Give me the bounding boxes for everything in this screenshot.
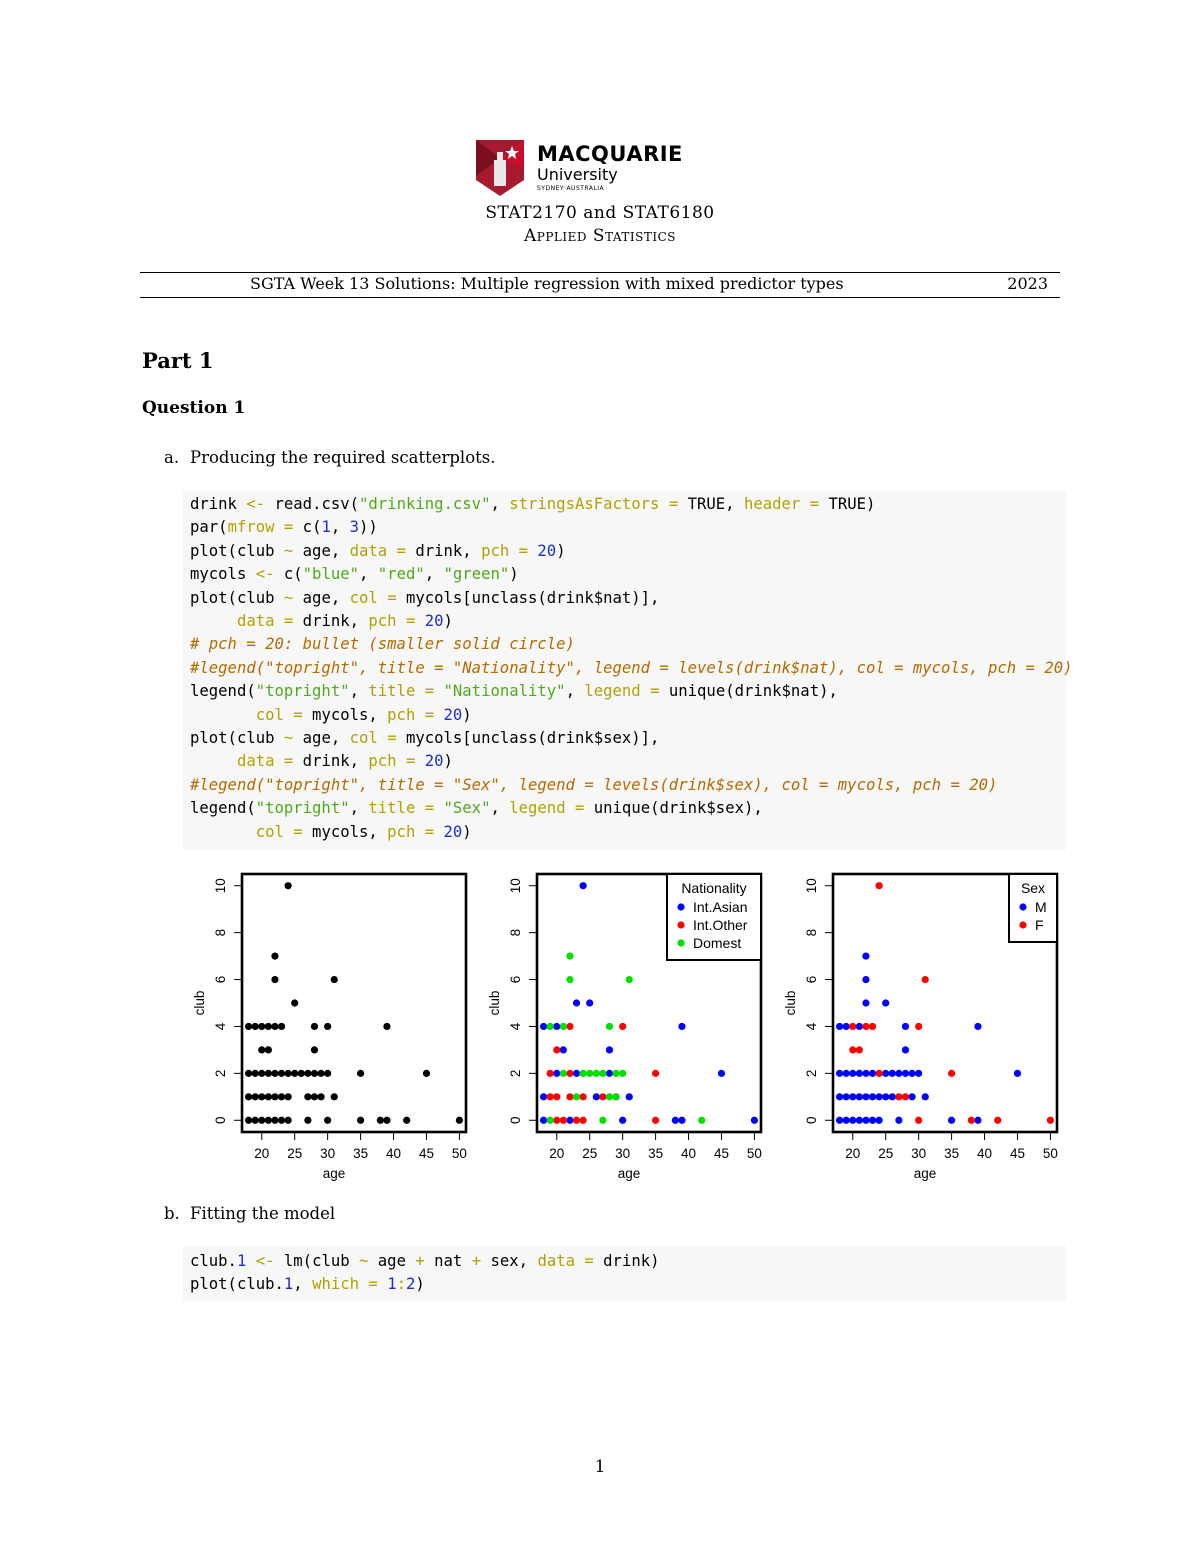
x-tick-label: 25 [582, 1146, 598, 1161]
code-line: club.1 <- lm(club ~ age + nat + sex, data = drink) [190, 1252, 660, 1270]
question-heading: Question 1 [142, 398, 246, 418]
legend-swatch [677, 903, 684, 910]
data-point [836, 1023, 843, 1030]
x-tick-label: 20 [549, 1146, 565, 1161]
data-point [718, 1070, 725, 1077]
data-point [876, 1117, 883, 1124]
data-point [547, 1023, 554, 1030]
code-line: par(mfrow = c(1, 3)) [190, 518, 378, 537]
code-listing-1 [183, 490, 1073, 844]
code-line: mycols <- c("blue", "red", "green") [190, 565, 519, 584]
data-point [285, 1093, 292, 1100]
x-tick-label: 45 [418, 1146, 434, 1161]
x-tick-label: 50 [451, 1146, 467, 1161]
data-point [304, 1093, 311, 1100]
y-tick-label: 6 [508, 975, 523, 984]
scatterplot-3 [771, 866, 1061, 1186]
data-point [560, 1023, 567, 1030]
data-point [836, 1070, 843, 1077]
legend-entry: M [1035, 899, 1047, 915]
data-point [1014, 1070, 1021, 1077]
data-point [383, 1117, 390, 1124]
logo-wordmark: MACQUARIE [537, 142, 683, 166]
y-tick-label: 0 [804, 1116, 819, 1125]
data-point [599, 1070, 606, 1077]
data-point [862, 976, 869, 983]
data-point [902, 1046, 909, 1053]
data-point [862, 1023, 869, 1030]
data-point [876, 1093, 883, 1100]
legend-swatch [1019, 903, 1026, 910]
data-point [862, 999, 869, 1006]
data-point [291, 1070, 298, 1077]
header-rule-bottom [140, 297, 1060, 298]
data-point [849, 1093, 856, 1100]
data-point [902, 1093, 909, 1100]
data-point [265, 1046, 272, 1053]
data-point [948, 1117, 955, 1124]
y-axis-label: club [487, 990, 502, 1016]
macquarie-university-logo [476, 140, 683, 196]
data-point [311, 1046, 318, 1053]
x-tick-label: 35 [944, 1146, 960, 1161]
data-point [606, 1046, 613, 1053]
data-point [869, 1117, 876, 1124]
data-point [974, 1117, 981, 1124]
x-tick-label: 40 [386, 1146, 402, 1161]
data-point [586, 999, 593, 1006]
data-point [968, 1117, 975, 1124]
data-point [1047, 1117, 1054, 1124]
data-point [922, 976, 929, 983]
data-point [876, 882, 883, 889]
data-point [751, 1117, 758, 1124]
data-point [278, 1117, 285, 1124]
data-point [908, 1093, 915, 1100]
data-point [258, 1117, 265, 1124]
legend-entry: Int.Asian [693, 899, 748, 915]
data-point [566, 1070, 573, 1077]
data-point [566, 1023, 573, 1030]
data-point [580, 1117, 587, 1124]
data-point [553, 1093, 560, 1100]
data-point [580, 882, 587, 889]
scatterplot-1 [180, 866, 470, 1186]
code-line: plot(club ~ age, col = mycols[unclass(drink$sex)], [190, 729, 660, 748]
data-point [652, 1070, 659, 1077]
code-line: #legend("topright", title = "Sex", legend = levels(drink$sex), col = mycols, pch = 20) [190, 775, 998, 794]
data-point [403, 1117, 410, 1124]
data-point [862, 1093, 869, 1100]
data-point [566, 1093, 573, 1100]
item-b-label: b. [164, 1204, 180, 1223]
data-point [285, 882, 292, 889]
data-point [423, 1070, 430, 1077]
data-point [324, 1070, 331, 1077]
data-point [258, 1070, 265, 1077]
data-point [331, 976, 338, 983]
data-point [862, 1117, 869, 1124]
data-point [311, 1093, 318, 1100]
data-point [304, 1070, 311, 1077]
legend-swatch [1019, 921, 1026, 928]
data-point [265, 1117, 272, 1124]
data-point [547, 1070, 554, 1077]
part-heading: Part 1 [142, 348, 214, 373]
data-point [869, 1093, 876, 1100]
data-point [566, 1117, 573, 1124]
data-point [948, 1070, 955, 1077]
data-point [278, 1070, 285, 1077]
data-point [895, 1070, 902, 1077]
y-tick-label: 6 [804, 975, 819, 984]
data-point [553, 1046, 560, 1053]
data-point [383, 1023, 390, 1030]
y-tick-label: 6 [213, 975, 228, 984]
header-rule-top [140, 272, 1060, 273]
data-point [672, 1117, 679, 1124]
item-a-label: a. [164, 448, 180, 467]
data-point [606, 1093, 613, 1100]
data-point [994, 1117, 1001, 1124]
data-point [974, 1023, 981, 1030]
data-point [560, 1046, 567, 1053]
y-tick-label: 4 [508, 1022, 523, 1031]
data-point [882, 999, 889, 1006]
data-point [869, 1023, 876, 1030]
x-axis-label: age [617, 1166, 641, 1181]
data-point [895, 1117, 902, 1124]
data-point [599, 1117, 606, 1124]
plot-club-vs-age-nationality [475, 866, 765, 1186]
data-point [843, 1093, 850, 1100]
code-line: data = drink, pch = 20) [236, 612, 453, 631]
data-point [612, 1093, 619, 1100]
data-point [619, 1070, 626, 1077]
data-point [580, 1070, 587, 1077]
code-line: drink <- read.csv("drinking.csv", stringsAsFactors = TRUE, header = TRUE) [190, 495, 876, 513]
course-code: STAT2170 and STAT6180 [485, 203, 715, 223]
data-point [862, 1070, 869, 1077]
plot-club-vs-age-sex [771, 866, 1061, 1186]
data-point [566, 976, 573, 983]
data-point [895, 1093, 902, 1100]
y-tick-label: 8 [213, 928, 228, 937]
data-point [566, 952, 573, 959]
data-point [849, 1117, 856, 1124]
data-point [331, 1093, 338, 1100]
data-point [876, 1070, 883, 1077]
x-tick-label: 35 [353, 1146, 369, 1161]
data-point [377, 1117, 384, 1124]
x-axis-label: age [322, 1166, 346, 1181]
y-tick-label: 10 [804, 878, 819, 894]
legend-entry: F [1035, 917, 1044, 933]
data-point [252, 1070, 259, 1077]
code-line: plot(club ~ age, data = drink, pch = 20) [190, 541, 566, 560]
data-point [882, 1093, 889, 1100]
data-point [869, 1070, 876, 1077]
x-tick-label: 30 [911, 1146, 927, 1161]
code-block-scatterplots [183, 490, 1073, 850]
data-point [573, 1093, 580, 1100]
data-point [278, 1093, 285, 1100]
y-tick-label: 0 [213, 1116, 228, 1125]
data-point [317, 1070, 324, 1077]
data-point [245, 1117, 252, 1124]
data-point [836, 1093, 843, 1100]
data-point [573, 1070, 580, 1077]
y-tick-label: 8 [508, 928, 523, 937]
data-point [258, 1046, 265, 1053]
data-point [606, 1023, 613, 1030]
data-point [547, 1093, 554, 1100]
code-line: #legend("topright", title = "Nationality", legend = levels(drink$nat), col = mycols, pch = 20) [190, 658, 1073, 677]
legend-title: Sex [1020, 880, 1046, 896]
x-tick-label: 20 [254, 1146, 270, 1161]
legend-entry: Int.Other [693, 917, 748, 933]
data-point [271, 976, 278, 983]
data-point [324, 1117, 331, 1124]
data-point [245, 1093, 252, 1100]
data-point [889, 1070, 896, 1077]
y-tick-label: 4 [213, 1022, 228, 1031]
data-point [856, 1023, 863, 1030]
data-point [652, 1117, 659, 1124]
data-point [599, 1093, 606, 1100]
sgta-title: SGTA Week 13 Solutions: Multiple regression with mixed predictor types [250, 274, 844, 293]
x-tick-label: 50 [746, 1146, 762, 1161]
code-line: # pch = 20: bullet (smaller solid circle) [190, 635, 575, 654]
data-point [547, 1117, 554, 1124]
data-point [285, 1117, 292, 1124]
data-point [245, 1070, 252, 1077]
data-point [856, 1070, 863, 1077]
page-number: 1 [594, 1457, 606, 1477]
data-point [836, 1117, 843, 1124]
data-point [843, 1117, 850, 1124]
y-tick-label: 8 [804, 928, 819, 937]
x-tick-label: 35 [648, 1146, 664, 1161]
y-tick-label: 0 [508, 1116, 523, 1125]
data-point [915, 1023, 922, 1030]
data-point [849, 1046, 856, 1053]
item-b-text: Fitting the model [190, 1204, 336, 1223]
code-line: col = mycols, pch = 20) [255, 822, 472, 841]
data-point [271, 952, 278, 959]
data-point [862, 952, 869, 959]
data-point [271, 1117, 278, 1124]
data-point [245, 1023, 252, 1030]
code-line: legend("topright", title = "Nationality", legend = unique(drink$nat), [190, 682, 838, 701]
y-tick-label: 10 [508, 878, 523, 894]
data-point [298, 1070, 305, 1077]
data-point [540, 1093, 547, 1100]
x-tick-label: 25 [287, 1146, 303, 1161]
x-tick-label: 45 [1009, 1146, 1025, 1161]
data-point [573, 1117, 580, 1124]
data-point [908, 1070, 915, 1077]
plot-club-vs-age [180, 866, 470, 1186]
data-point [258, 1023, 265, 1030]
data-point [573, 999, 580, 1006]
data-point [889, 1093, 896, 1100]
course-subject: Applied Statistics [523, 226, 677, 246]
data-point [357, 1070, 364, 1077]
legend-title: Nationality [681, 880, 747, 896]
data-point [678, 1117, 685, 1124]
data-point [553, 1070, 560, 1077]
data-point [271, 1023, 278, 1030]
scatterplot-2 [475, 866, 765, 1186]
data-point [252, 1117, 259, 1124]
x-axis-label: age [913, 1166, 937, 1181]
y-axis-label: club [783, 990, 798, 1016]
data-point [915, 1117, 922, 1124]
data-point [593, 1093, 600, 1100]
code-line: col = mycols, pch = 20) [255, 705, 472, 724]
data-point [553, 1023, 560, 1030]
data-point [626, 976, 633, 983]
data-point [843, 1070, 850, 1077]
data-point [902, 1023, 909, 1030]
y-tick-label: 4 [804, 1022, 819, 1031]
code-line: data = drink, pch = 20) [236, 752, 453, 771]
data-point [540, 1023, 547, 1030]
data-point [856, 1117, 863, 1124]
data-point [915, 1070, 922, 1077]
data-point [265, 1023, 272, 1030]
data-point [619, 1023, 626, 1030]
data-point [580, 1093, 587, 1100]
legend-entry: Domest [693, 935, 742, 951]
data-point [902, 1070, 909, 1077]
x-tick-label: 30 [615, 1146, 631, 1161]
data-point [698, 1117, 705, 1124]
x-tick-label: 30 [320, 1146, 336, 1161]
data-point [922, 1093, 929, 1100]
x-tick-label: 25 [878, 1146, 894, 1161]
data-point [324, 1023, 331, 1030]
y-tick-label: 2 [213, 1069, 228, 1078]
code-block-model [183, 1246, 1066, 1302]
data-point [311, 1070, 318, 1077]
item-a-text: Producing the required scatterplots. [190, 448, 496, 467]
legend-swatch [677, 921, 684, 928]
data-point [285, 1070, 292, 1077]
data-point [849, 1070, 856, 1077]
data-point [304, 1117, 311, 1124]
data-point [678, 1023, 685, 1030]
data-point [593, 1070, 600, 1077]
data-point [271, 1070, 278, 1077]
code-line: legend("topright", title = "Sex", legend = unique(drink$sex), [190, 799, 763, 818]
data-point [882, 1070, 889, 1077]
logo-university: University [537, 165, 618, 184]
legend-swatch [677, 939, 684, 946]
data-point [311, 1023, 318, 1030]
data-point [843, 1023, 850, 1030]
data-point [586, 1070, 593, 1077]
data-point [456, 1117, 463, 1124]
data-point [271, 1093, 278, 1100]
data-point [626, 1093, 633, 1100]
x-tick-label: 40 [977, 1146, 993, 1161]
y-tick-label: 2 [508, 1069, 523, 1078]
data-point [849, 1023, 856, 1030]
data-point [291, 999, 298, 1006]
y-axis-label: club [192, 990, 207, 1016]
x-tick-label: 20 [845, 1146, 861, 1161]
data-point [252, 1023, 259, 1030]
code-line: plot(club ~ age, col = mycols[unclass(drink$nat)], [190, 588, 660, 607]
data-point [560, 1117, 567, 1124]
data-point [540, 1117, 547, 1124]
item-a [164, 448, 495, 467]
data-point [317, 1093, 324, 1100]
data-point [252, 1093, 259, 1100]
data-point [856, 1046, 863, 1053]
x-tick-label: 40 [681, 1146, 697, 1161]
x-tick-label: 50 [1042, 1146, 1058, 1161]
data-point [553, 1117, 560, 1124]
data-point [265, 1093, 272, 1100]
data-point [357, 1117, 364, 1124]
data-point [278, 1023, 285, 1030]
item-b [164, 1204, 335, 1223]
data-point [265, 1070, 272, 1077]
logo-tagline: SYDNEY·AUSTRALIA [537, 185, 605, 192]
data-point [612, 1070, 619, 1077]
y-tick-label: 2 [804, 1069, 819, 1078]
y-tick-label: 10 [213, 878, 228, 894]
code-listing-2 [183, 1246, 1066, 1297]
data-point [619, 1117, 626, 1124]
code-line: plot(club.1, which = 1:2) [190, 1275, 425, 1294]
data-point [258, 1093, 265, 1100]
sgta-year: 2023 [1007, 274, 1048, 293]
x-tick-label: 45 [713, 1146, 729, 1161]
data-point [560, 1070, 567, 1077]
data-point [606, 1070, 613, 1077]
data-point [856, 1093, 863, 1100]
